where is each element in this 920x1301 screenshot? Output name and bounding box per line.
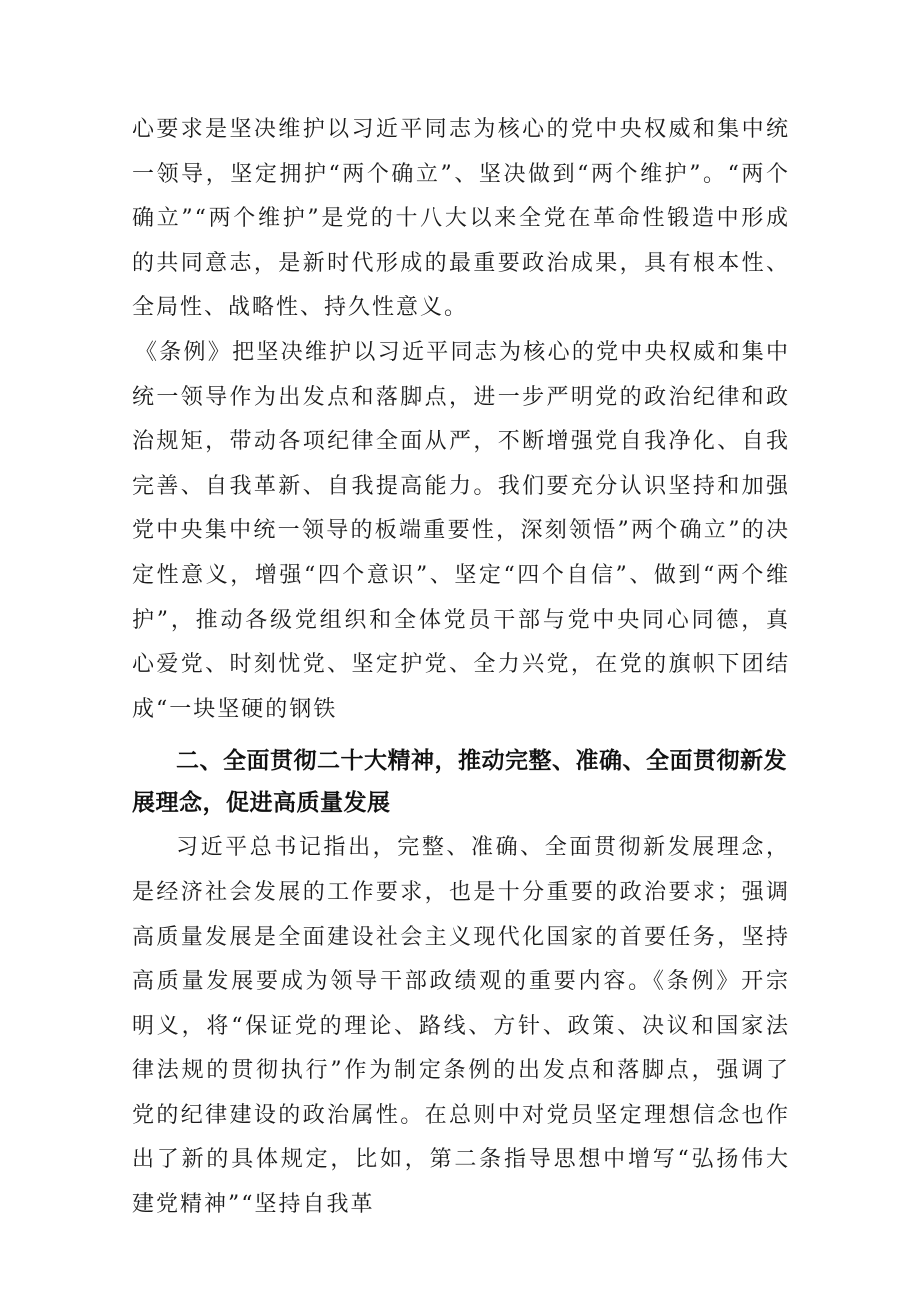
paragraph-1: 心要求是坚决维护以习近平同志为核心的党中央权威和集中统一领导，坚定拥护“两个确立”、坚决做到“两个维护”。“两个确立”“两个维护”是党的十八大以来全党在革命性锻造中形成的共同意志，是新时代形成的最重要政治成果，具有根本性、全局性、战略性、持久性意义。	[132, 117, 790, 321]
section-heading: 二、全面贯彻二十大精神，推动完整、准确、全面贯彻新发展理念，促进高质量发展	[132, 748, 787, 817]
document-body	[132, 108, 790, 1228]
paragraph-3: 习近平总书记指出，完整、准确、全面贯彻新发展理念，是经济社会发展的工作要求，也是十分重要的政治要求；强调高质量发展是全面建设社会主义现代化国家的首要任务，坚持高质量发展要成为领导干部政绩观的重要内容。《条例》开宗明义，将“保证党的理论、路线、方针、政策、决议和国家法律法规的贯彻执行”作为制定条例的出发点和落脚点，强调了党的纪律建设的政治属性。在总则中对党员坚定理想信念也作出了新的具体规定，比如，第二条指导思想中增写“弘扬伟大建党精神”“坚持自我革	[132, 835, 790, 1218]
paragraph-2: 《条例》把坚决维护以习近平同志为核心的党中央权威和集中统一领导作为出发点和落脚点，进一步严明党的政治纪律和政治规矩，带动各项纪律全面从严，不断增强党自我净化、自我完善、自我革新、自我提高能力。我们要充分认识坚持和加强党中央集中统一领导的板端重要性，深刻领悟”两个确立”的决定性意义，增强“四个意识”、坚定“四个自信”、做到“两个维护”，推动各级党组织和全体党员干部与党中央同心同德，真心爱党、时刻忧党、坚定护党、全力兴党，在党的旗帜下团结成“一块坚硬的钢铁	[132, 339, 790, 722]
